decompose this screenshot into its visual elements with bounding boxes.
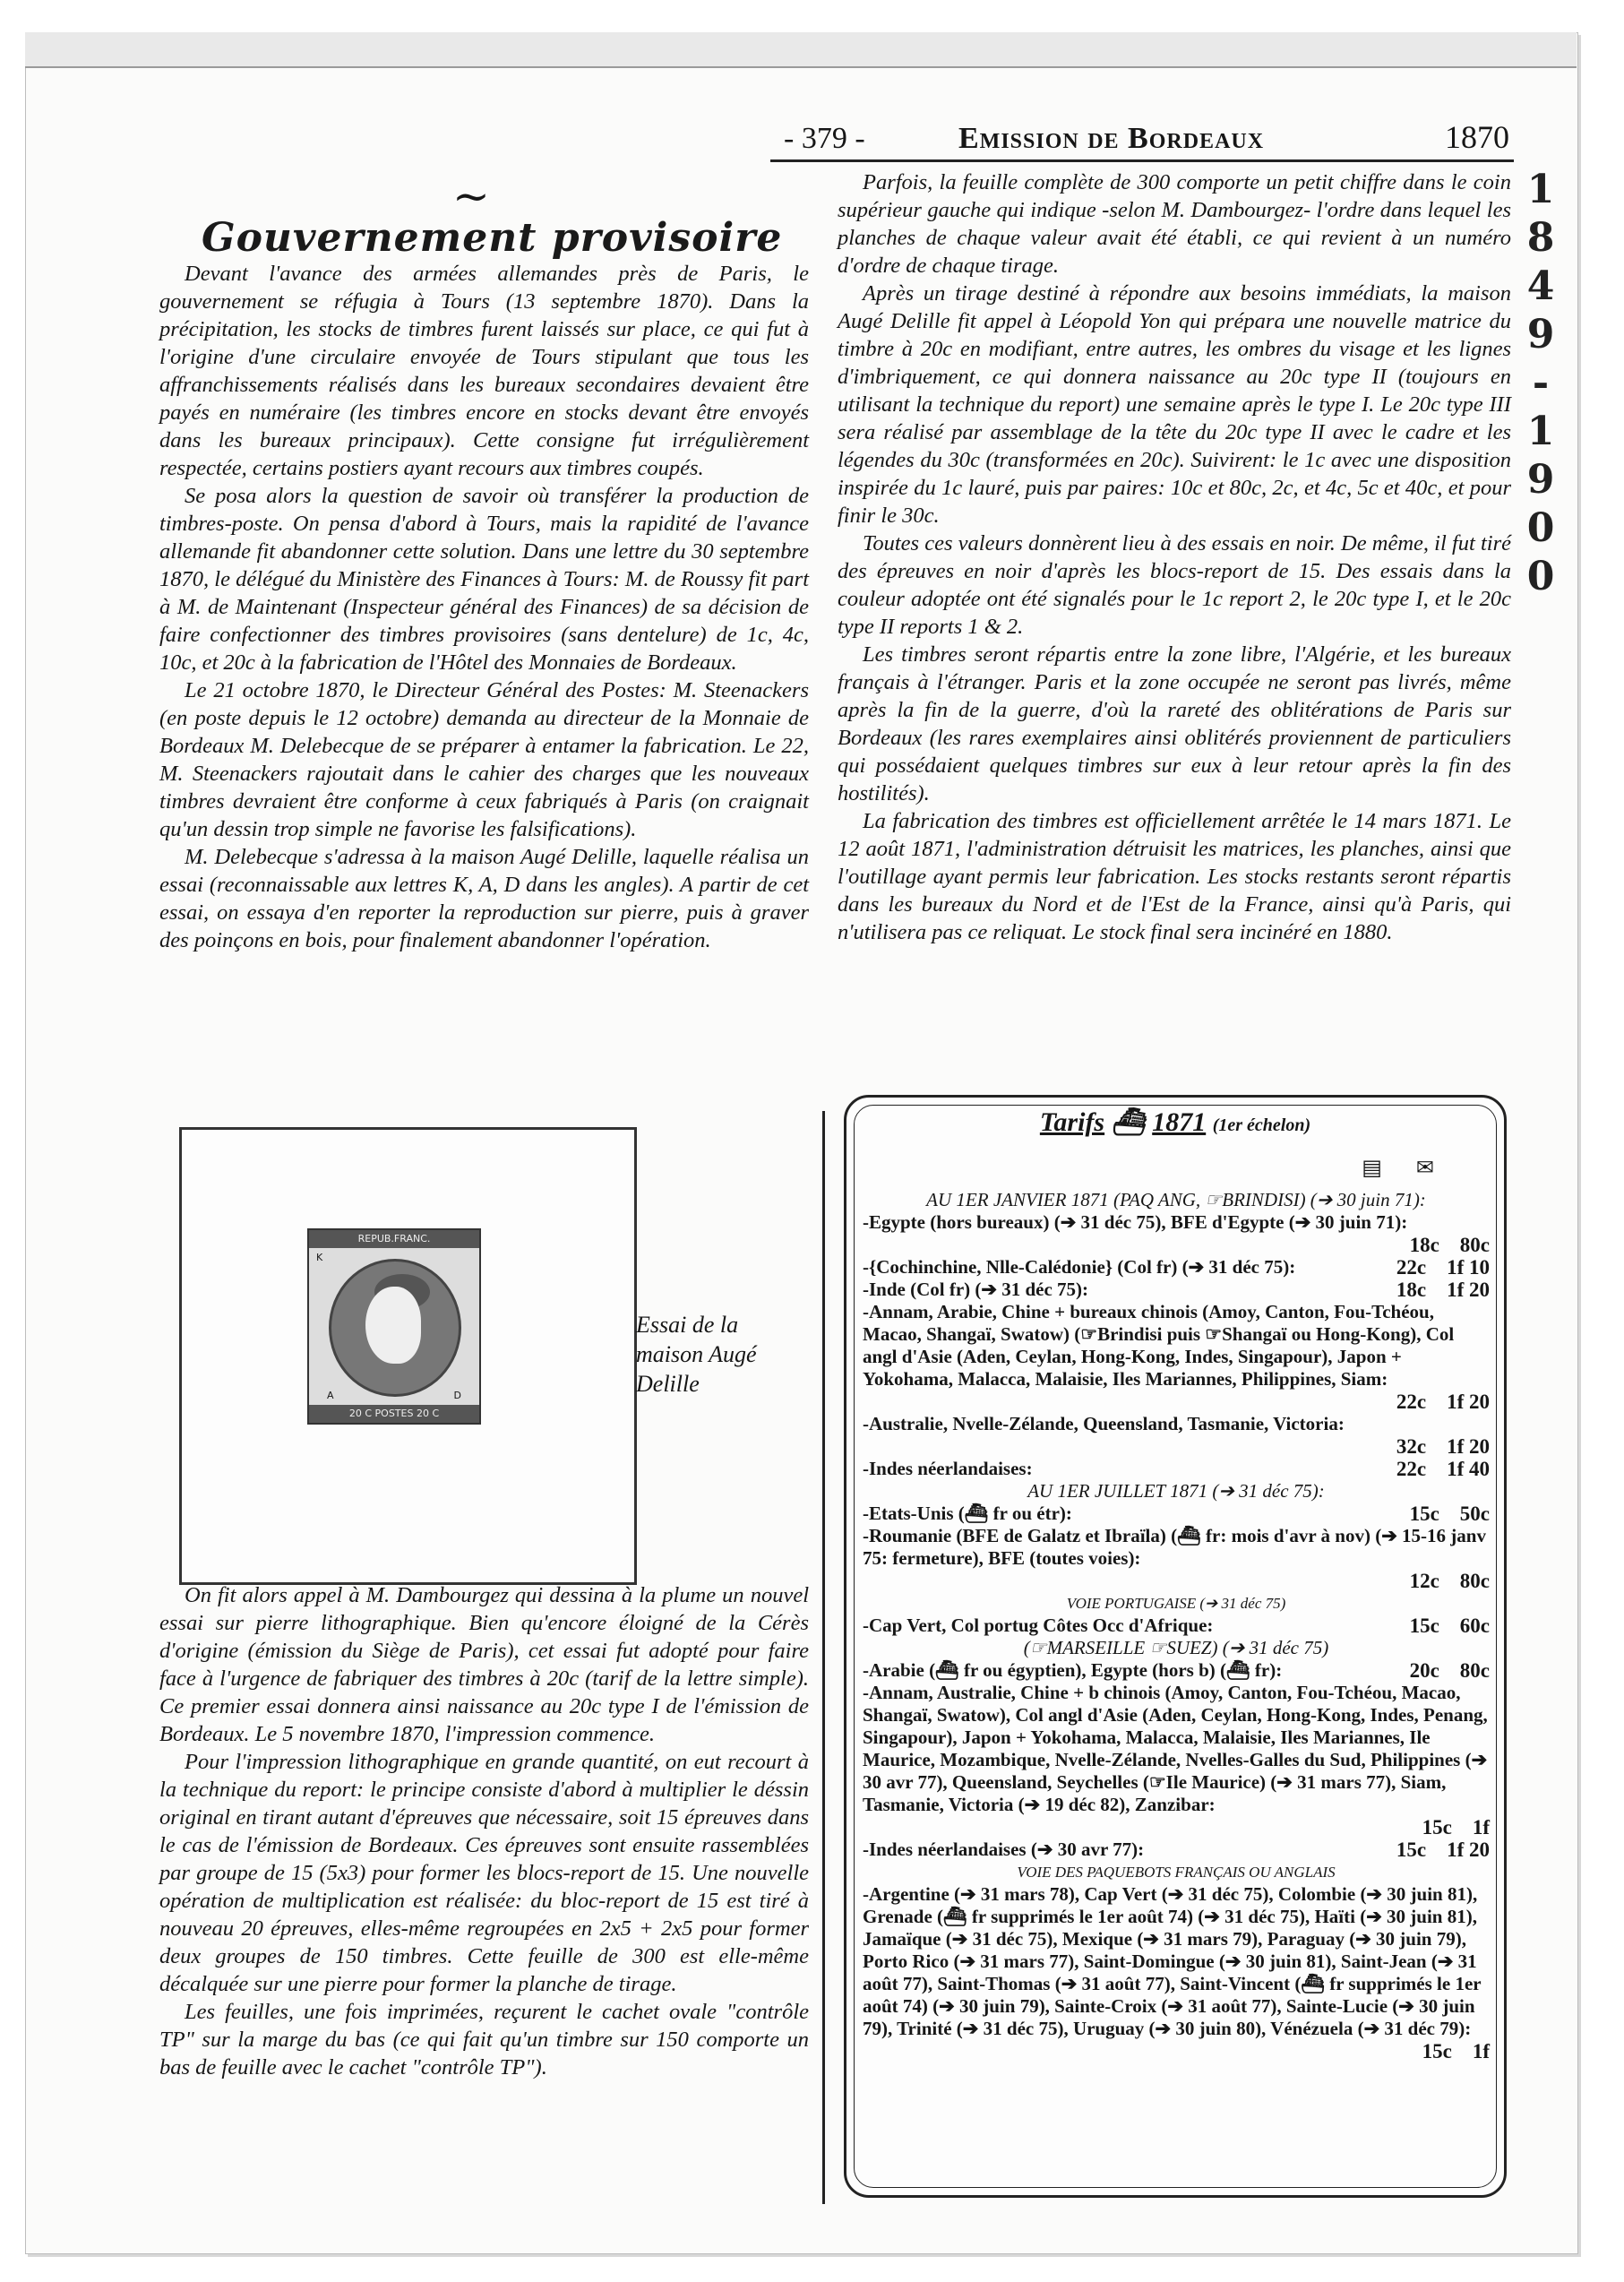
essai-stamp-image xyxy=(179,1127,637,1585)
tarif-row: -Annam, Australie, Chine + b chinois (Amoy, Canton, Fou-Tchéou, Macao, Shangaï, Swatow), Col angl d'Asie (Aden, Ceylan, Hong-Kong, Indes, Penang, Singapour), Japon + Yokohama, Malacca, Malaisie, Iles Mariannes, Ile Maurice, Mozambique, Nvelle-Zélande, Nvelles-Galles du Sud, Philippines (➔ 30 avr 77), Queensland, Seychelles (☞Ile Maurice) (➔ 31 mars 77), Siam, Tasmanie, Victoria (➔ 19 déc 82), Zanzibar: xyxy=(863,1682,1488,1815)
tarif-price: 22c 1f 20 xyxy=(1396,1391,1490,1413)
tarif-row xyxy=(863,1659,1490,1682)
tarifs-box xyxy=(844,1095,1507,2198)
ship-icon: ⛴ xyxy=(1111,1107,1146,1137)
tarif-price: 12c 80c xyxy=(1409,1570,1490,1592)
tarif-row-label: -Arabie (⛴ fr ou égyptien), Egypte (hors b) (⛴ fr): xyxy=(863,1659,1283,1681)
vertical-year-char: 0 xyxy=(1526,505,1555,551)
tarifs-year: 1871 xyxy=(1152,1107,1207,1137)
paragraph: Toutes ces valeurs donnèrent lieu à des essais en noir. De même, il fut tiré des épreuves en noir d'après les blocs-report de 15. Des essais dans la couleur adoptée ont été signalés pour le 1c report 2, le 20c type I, et le 20c type II reports 1 & 2. xyxy=(838,531,1511,639)
ornament: ~ xyxy=(452,170,490,222)
essai-caption: Essai de la maison Augé Delille xyxy=(636,1312,757,1397)
tarifs-title-word: Tarifs xyxy=(1039,1107,1105,1137)
paragraph: Le 21 octobre 1870, le Directeur Général des Postes: M. Steenackers (en poste depuis le 12 octobre) demanda au directeur de la Monnaie de Bordeaux M. Delebecque de se préparer à entamer la fabrication. Le 22, M. Steenackers rajoutait dans le cahier des charges que les nouveaux timbres devraient être conforme à ceux fabriqués à Paris (on craignait qu'un dessin trop simple ne favorise les falsifications). xyxy=(159,678,809,841)
paragraph: La fabrication des timbres est officiellement arrêtée le 14 mars 1871. Le 12 août 1871, l'administration détruisit les matrices, les planches, ainsi que l'outillage ayant permis leur fabrication. Les stocks restants seront répartis dans les bureaux du Nord et de l'Est de la France, ainsi qu'à Paris, qui n'utilisera pas ce reliquat. Le stock final sera incinéré en 1880. xyxy=(838,809,1511,944)
paragraph: Après un tirage destiné à répondre aux besoins immédiats, la maison Augé Delille fit appel à Léopold Yon qui prépara une nouvelle matrice du timbre à 20c en modifiant, entre autres, les ombres du visage et les lignes d'imbriquement, ce qui donnera naissance au 20c type II (toujours en utilisant la technique du report) une semaine après le type I. Le 20c type III sera réalisé par assemblage de la tête du 20c type II avec le cadre et les légendes du 30c (transformées en 20c). Suivirent: le 1c avec une disposition inspirée du 1c lauré, puis par paires: 10c et 80c, 2c, et 4c, 5c et 40c, et pour finir le 30c. xyxy=(838,281,1511,528)
vertical-year-range xyxy=(1518,166,1563,601)
tarif-row-label: -Indes néerlandaises: xyxy=(863,1458,1033,1479)
tarif-row: -Roumanie (BFE de Galatz et Ibraïla) (⛴ fr: mois d'avr à nov) (➔ 15-16 janv 75: fermeture), BFE (toutes voies): xyxy=(863,1525,1486,1569)
tarifs-column-icons xyxy=(1362,1155,1468,1180)
tarif-row xyxy=(863,1458,1490,1480)
stamp-bottom-label: 20 C POSTES 20 C xyxy=(309,1405,479,1423)
paragraph: Se posa alors la question de savoir où transférer la production de timbres-poste. On pensa d'abord à Tours, mais la rapidité de l'avance allemande fit abandonner cette solution. Dans une lettre du 30 septembre 1870, le délégué du Ministère des Finances à Tours: M. de Roussy fit part à M. de Maintenant (Inspecteur général des Finances) de sa décision de faire confectionner des timbres provisoires (sans dentelure) de 1c, 4c, 10c, et 20c à la fabrication de l'Hôtel des Monnaies de Bordeaux. xyxy=(159,484,809,675)
tarif-subheading: VOIE DES PAQUEBOTS FRANÇAIS OU ANGLAIS xyxy=(1017,1864,1336,1881)
stamp-letter-k: K xyxy=(316,1252,323,1263)
paragraph: Devant l'avance des armées allemandes près de Paris, le gouvernement se réfugia à Tours (13 septembre 1870). Dans la précipitation, les stocks de timbres furent laissés sur place, ce qui fut à l'origine d'une circulaire envoyée de Tours stipulant que tous les affranchissements réalisés dans les bureaux secondaires devaient être payés en numéraire (les timbres encore en stocks devant être envoyés dans les bureaux principaux). Cette consigne fut irrégulièrement respectée, certains postiers ayant recours aux timbres coupés. xyxy=(159,262,809,480)
running-title: Emission de Bordeaux xyxy=(958,122,1265,155)
tarif-row: -Egypte (hors bureaux) (➔ 31 déc 75), BFE d'Egypte (➔ 30 juin 71): xyxy=(863,1211,1408,1233)
tarif-heading: (☞MARSEILLE ☞SUEZ) (➔ 31 déc 75) xyxy=(1023,1637,1329,1658)
vertical-year-char: 8 xyxy=(1526,215,1555,261)
tarif-price: 15c 50c xyxy=(1409,1503,1490,1525)
left-column-text-lower xyxy=(159,1581,809,2081)
paragraph: Les feuilles, une fois imprimées, reçurent le cachet ovale "contrôle TP" sur la marge du bas (ce qui fait qu'un timbre sur 150 comporte un bas de feuille avec le cachet "contrôle TP"). xyxy=(159,2000,809,2080)
stamp-top-label: REPUB.FRANC. xyxy=(309,1230,479,1248)
paragraph: Pour l'impression lithographique en grande quantité, on eut recourt à la technique du report: le principe consiste d'abord à multiplier le déssin original en tirant autant d'épreuves que nécessaire, soit 15 épreuves dans le cas de l'émission de Bordeaux. Ces épreuves sont ensuite rassemblées par groupe de 15 (5x3) pour former les blocs-report de 15. Une nouvelle opération de multiplication est réalisée: du bloc-report de 15 est tiré à nouveau 20 épreuves, elles-même regroupées en 2x5 + 2x5 pour former deux groupes de 150 timbres. Cette feuille de 300 est elle-même décalquée sur une pierre pour former la planche de tirage. xyxy=(159,1750,809,1996)
tarif-row xyxy=(863,1839,1490,1861)
vertical-year-char: 4 xyxy=(1526,263,1555,309)
tarif-price: 18c 80c xyxy=(1409,1234,1490,1256)
tarif-row-label: -Inde (Col fr) (➔ 31 déc 75): xyxy=(863,1279,1089,1300)
binding-strip xyxy=(25,32,1577,68)
vertical-year-char: 9 xyxy=(1526,457,1555,503)
tarif-price: 32c 1f 20 xyxy=(1396,1435,1490,1458)
tarif-price: 15c 1f xyxy=(1422,2040,1490,2062)
vertical-year-char: 0 xyxy=(1526,554,1555,599)
tarifs-echelon: (1er échelon) xyxy=(1212,1115,1311,1135)
tarifs-table xyxy=(863,1189,1490,2062)
tarif-row-label: -Indes néerlandaises (➔ 30 avr 77): xyxy=(863,1839,1145,1860)
tarif-row xyxy=(863,1503,1490,1525)
tarif-row: -Australie, Nvelle-Zélande, Queensland, Tasmanie, Victoria: xyxy=(863,1413,1345,1434)
vertical-year-char: 1 xyxy=(1526,167,1555,212)
stamp-letter-a: A xyxy=(327,1390,334,1401)
tarif-price: 15c 1f 20 xyxy=(1396,1839,1490,1861)
right-column-text xyxy=(838,168,1511,946)
paragraph: Parfois, la feuille complète de 300 comporte un petit chiffre dans le coin supérieur gauche qui indique -selon M. Dambourgez- l'ordre dans lequel les planches de chaque valeur avait été établi, ce qui revient à un numéro d'ordre de chaque tirage. xyxy=(838,170,1511,278)
tarif-heading: AU 1ER JUILLET 1871 (➔ 31 déc 75): xyxy=(1027,1480,1325,1502)
stamp-letter-d: D xyxy=(453,1390,461,1401)
paragraph: M. Delebecque s'adressa à la maison Augé Delille, laquelle réalisa un essai (reconnaissable aux lettres K, A, D dans les angles). A partir de cet essai, on essaya d'en reporter la reproduction sur pierre, puis à graver des poinçons en bois, pour finalement abandonner l'opération. xyxy=(159,845,809,952)
tarif-price: 18c 1f 20 xyxy=(1396,1279,1490,1301)
tarif-subheading: VOIE PORTUGAISE (➔ 31 déc 75) xyxy=(1066,1595,1286,1612)
tarif-row: -Annam, Arabie, Chine + bureaux chinois (Amoy, Canton, Fou-Tchéou, Macao, Shangaï, Swatow) (☞Brindisi puis ☞Shangaï ou Hong-Kong), Col angl d'Asie (Aden, Ceylan, Hong-Kong, Indes, Singapour), Japon + Yokohama, Malacca, Malaisie, Iles Mariannes, Philippines, Siam: xyxy=(863,1301,1455,1390)
printed-matter-icon: ▤ xyxy=(1362,1155,1416,1180)
tarif-heading: AU 1ER JANVIER 1871 (PAQ ANG, ☞BRINDISI) (➔ 30 juin 71): xyxy=(926,1189,1426,1210)
tarif-row xyxy=(863,1615,1490,1637)
paragraph: Les timbres seront répartis entre la zone libre, l'Algérie, et les bureaux français à l'étranger. Paris et la zone occupée ne seront pas livrés, même après la fin de la guerre, d'où la rareté des oblitérations de Paris sur Bordeaux (les rares exemplaires ainsi oblitérés proviennent de particuliers qui possédaient quelques timbres sur eux à leur retour après la fin des hostilités). xyxy=(838,642,1511,805)
tarif-price: 22c 1f 10 xyxy=(1396,1256,1490,1279)
paragraph: On fit alors appel à M. Dambourgez qui dessina à la plume un nouvel essai sur pierre lithographique. Bien qu'encore éloigné de la Cérès d'origine (émission du Siège de Paris), cet essai fut adopté pour faire face à l'urgence de fabriquer des timbres à 20c (tarif de la lettre simple). Ce premier essai donnera ainsi naissance au 20c type I de l'émission de Bordeaux. Le 5 novembre 1870, l'impression commence. xyxy=(159,1583,809,1746)
left-column-text xyxy=(159,260,809,954)
header-year: 1870 xyxy=(1445,119,1509,155)
column-divider xyxy=(822,1111,825,2204)
vertical-year-char: 1 xyxy=(1526,409,1555,454)
page-number: - 379 - xyxy=(784,122,865,155)
tarif-price: 15c 60c xyxy=(1409,1615,1490,1637)
vertical-year-char: - xyxy=(1532,360,1550,406)
stamp-essai xyxy=(307,1228,481,1425)
tarif-price: 15c 1f xyxy=(1422,1816,1490,1839)
ceres-head xyxy=(365,1287,421,1364)
tarif-row-label: -{Cochinchine, Nlle-Calédonie} (Col fr) (➔ 31 déc 75): xyxy=(863,1256,1296,1278)
section-title: Gouvernement provisoire xyxy=(202,215,783,261)
page-header xyxy=(770,115,1514,162)
vertical-year-char: 9 xyxy=(1526,312,1555,357)
tarif-row-label: -Etats-Unis (⛴ fr ou étr): xyxy=(863,1503,1072,1524)
tarif-row xyxy=(863,1279,1490,1301)
tarif-price: 22c 1f 40 xyxy=(1396,1458,1490,1480)
tarifs-title xyxy=(846,1107,1504,1138)
stamp-portrait-oval xyxy=(329,1259,461,1397)
tarif-row-label: -Cap Vert, Col portug Côtes Occ d'Afrique: xyxy=(863,1615,1214,1636)
letter-icon: ✉ xyxy=(1415,1155,1468,1180)
tarif-row: -Argentine (➔ 31 mars 78), Cap Vert (➔ 31 déc 75), Colombie (➔ 30 juin 81), Grenade (⛴ fr supprimés le 1er août 74) (➔ 31 déc 75), Haïti (➔ 30 juin 81), Jamaïque (➔ 31 déc 75), Mexique (➔ 31 mars 79), Paraguay (➔ 30 juin 79), Porto Rico (➔ 31 mars 77), Saint-Domingue (➔ 30 juin 81), Saint-Jean (➔ 31 août 77), Saint-Thomas (➔ 31 août 77), Saint-Vincent (⛴ fr supprimés le 1er août 74) (➔ 30 juin 79), Sainte-Croix (➔ 31 août 77), Sainte-Lucie (➔ 30 juin 79), Trinité (➔ 31 déc 75), Uruguay (➔ 30 juin 80), Vénézuela (➔ 31 déc 79): xyxy=(863,1883,1482,2039)
tarif-price: 20c 80c xyxy=(1409,1659,1490,1682)
tarif-row xyxy=(863,1256,1490,1279)
